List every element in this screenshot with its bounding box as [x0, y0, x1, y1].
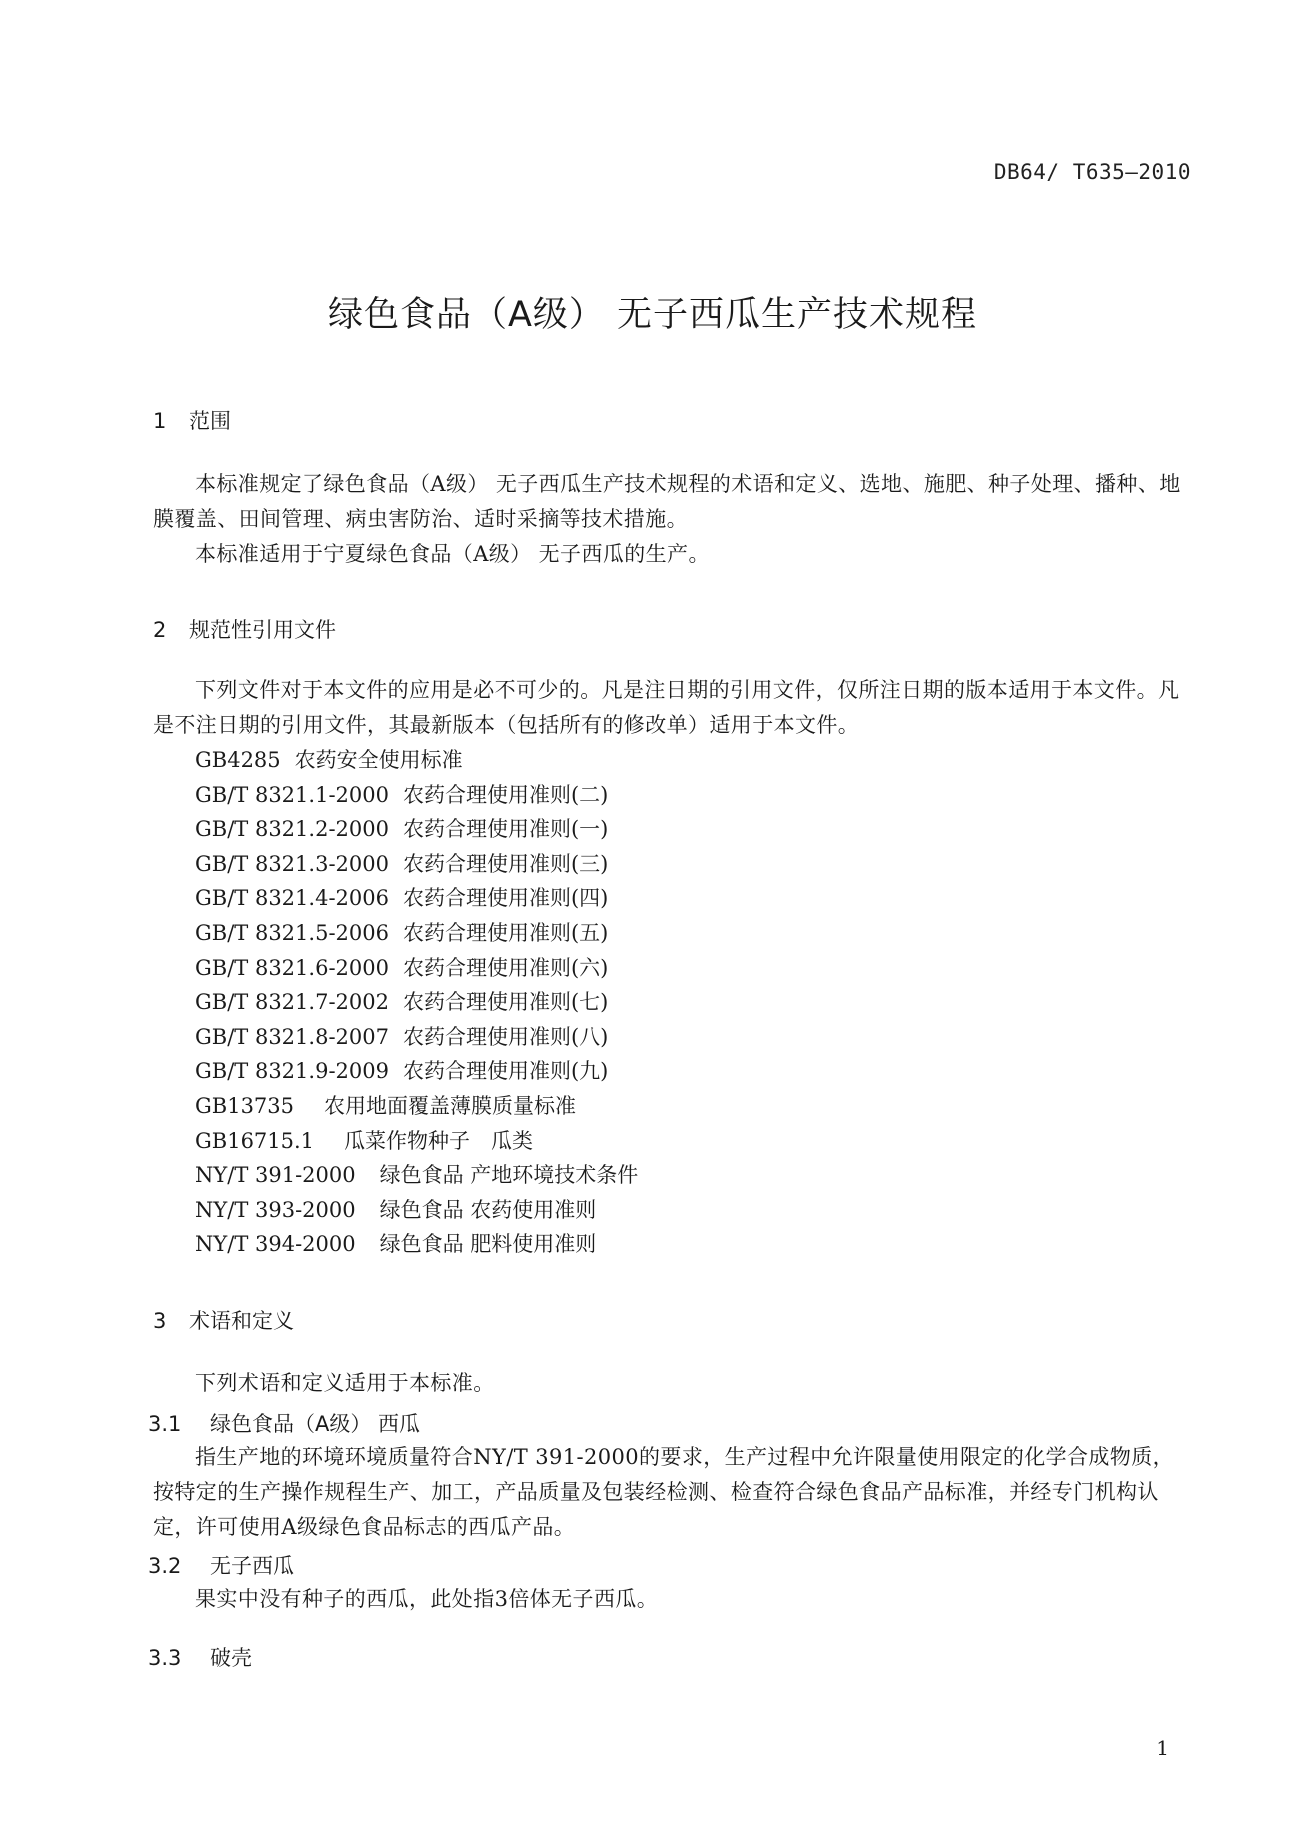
term-title: 破壳	[210, 1646, 252, 1670]
reference-code: GB/T 8321.6-2000	[195, 955, 389, 980]
reference-code: GB/T 8321.2-2000	[195, 817, 389, 842]
reference-item	[195, 1020, 638, 1055]
term-title: 无子西瓜	[210, 1554, 294, 1578]
reference-title: 绿色食品 农药使用准则	[379, 1197, 597, 1222]
section-1-paragraph-2: 本标准适用于宁夏绿色食品（A级） 无子西瓜的生产。	[195, 542, 710, 566]
reference-title: 农药合理使用准则(五)	[402, 920, 609, 945]
reference-title: 农药合理使用准则(七)	[402, 990, 609, 1015]
reference-code: GB13735	[195, 1093, 295, 1118]
reference-title: 农药合理使用准则(四)	[402, 886, 609, 911]
reference-code: GB/T 8321.4-2006	[195, 886, 389, 911]
term-number: 3.2	[148, 1554, 182, 1578]
section-number: 2	[153, 618, 167, 642]
term-3-2-definition: 果实中没有种子的西瓜，此处指3倍体无子西瓜。	[195, 1587, 659, 1611]
reference-item	[195, 881, 638, 916]
section-3-heading	[153, 1305, 294, 1335]
reference-title: 绿色食品 肥料使用准则	[379, 1232, 597, 1257]
reference-item	[195, 1227, 638, 1262]
reference-item	[195, 1089, 638, 1124]
term-number: 3.1	[148, 1412, 182, 1436]
reference-code: GB/T 8321.8-2007	[195, 1024, 389, 1049]
term-number: 3.3	[148, 1646, 182, 1670]
reference-code: GB/T 8321.7-2002	[195, 990, 389, 1015]
reference-title: 瓜菜作物种子 瓜类	[344, 1128, 534, 1153]
section-title: 术语和定义	[189, 1309, 294, 1333]
reference-item	[195, 778, 638, 813]
reference-code: NY/T 391-2000	[195, 1163, 356, 1188]
reference-title: 农药合理使用准则(一)	[402, 817, 609, 842]
reference-item	[195, 1054, 638, 1089]
reference-title: 农药合理使用准则(八)	[402, 1024, 609, 1049]
reference-item	[195, 812, 638, 847]
reference-code: GB/T 8321.3-2000	[195, 851, 389, 876]
reference-title: 绿色食品 产地环境技术条件	[379, 1163, 639, 1188]
term-3-1-definition: 指生产地的环境环境质量符合NY/T 391-2000的要求，生产过程中允许限量使用限定的化学合成物质，按特定的生产操作规程生产、加工，产品质量及包装经检测、检查符合绿色食品产品标准，并经专门机构认定，许可使用A级绿色食品标志的西瓜产品。	[153, 1445, 1175, 1539]
term-3-2-heading	[148, 1550, 294, 1580]
section-title: 规范性引用文件	[189, 618, 336, 642]
reference-title: 农药合理使用准则(六)	[402, 955, 609, 980]
section-1-paragraph-1: 本标准规定了绿色食品（A级） 无子西瓜生产技术规程的术语和定义、选地、施肥、种子处理、播种、地膜覆盖、田间管理、病虫害防治、适时采摘等技术措施。	[153, 472, 1181, 531]
section-3-intro: 下列术语和定义适用于本标准。	[195, 1371, 495, 1395]
reference-list	[195, 743, 638, 1262]
reference-item	[195, 1158, 638, 1193]
term-title: 绿色食品（A级） 西瓜	[210, 1412, 421, 1436]
section-1-heading	[153, 405, 231, 435]
reference-item	[195, 985, 638, 1020]
section-number: 3	[153, 1309, 167, 1333]
reference-title: 农药合理使用准则(九)	[402, 1059, 609, 1084]
reference-item	[195, 743, 638, 778]
reference-title: 农药安全使用标准	[294, 748, 463, 772]
reference-code: GB16715.1	[195, 1128, 315, 1153]
reference-title: 农药合理使用准则(三)	[402, 851, 609, 876]
term-3-3-heading	[148, 1642, 252, 1672]
reference-code: NY/T 393-2000	[195, 1197, 356, 1222]
section-2-heading	[153, 614, 336, 644]
section-title: 范围	[189, 409, 231, 433]
reference-item	[195, 1124, 638, 1159]
section-2-intro: 下列文件对于本文件的应用是必不可少的。凡是注日期的引用文件，仅所注日期的版本适用于本文件。凡是不注日期的引用文件，其最新版本（包括所有的修改单）适用于本文件。	[153, 678, 1180, 737]
document-code: DB64/ T635—2010	[993, 160, 1191, 184]
term-3-1-heading	[148, 1408, 420, 1438]
reference-title: 农用地面覆盖薄膜质量标准	[324, 1093, 577, 1118]
reference-item	[195, 847, 638, 882]
reference-code: GB/T 8321.5-2006	[195, 920, 389, 945]
reference-item	[195, 916, 638, 951]
reference-title: 农药合理使用准则(二)	[402, 782, 609, 807]
document-title: 绿色食品（A级） 无子西瓜生产技术规程	[327, 295, 978, 335]
reference-code: GB4285	[195, 748, 281, 772]
reference-code: GB/T 8321.9-2009	[195, 1059, 389, 1084]
section-number: 1	[153, 409, 167, 433]
reference-item	[195, 1193, 638, 1228]
reference-code: GB/T 8321.1-2000	[195, 782, 389, 807]
reference-item	[195, 951, 638, 986]
page-number: 1	[1156, 1736, 1169, 1760]
reference-code: NY/T 394-2000	[195, 1232, 356, 1257]
